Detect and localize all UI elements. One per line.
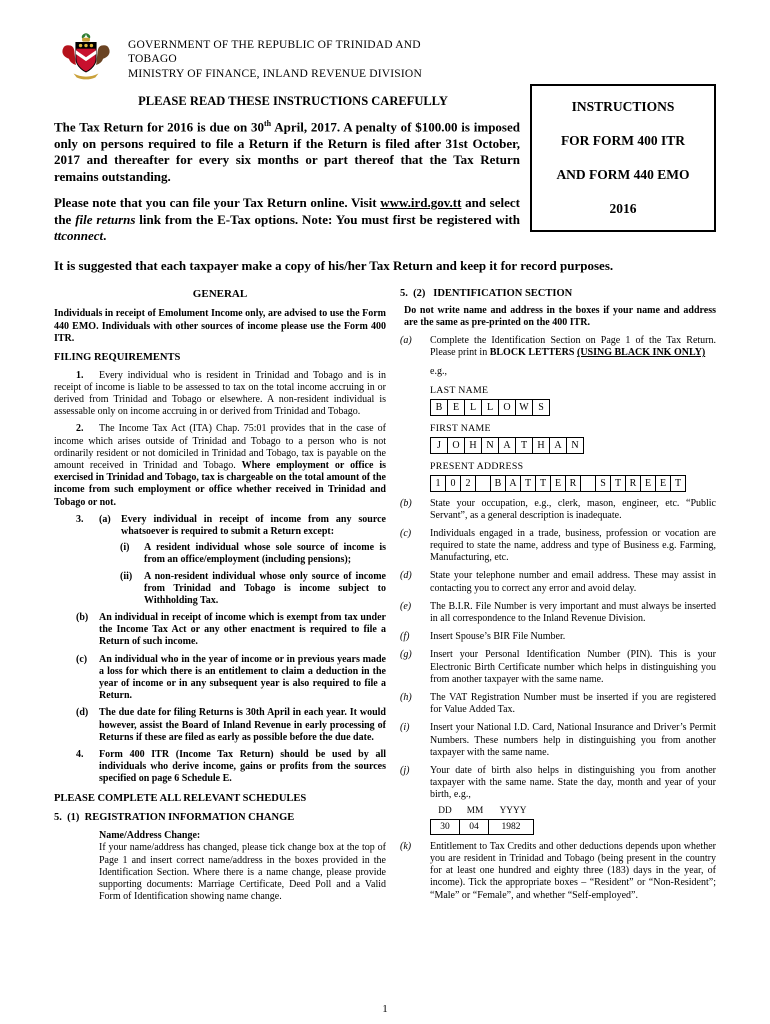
item-text: Form 400 ITR (Income Tax Return) should be used by all individuals who derive income, gains or profits from the sources specified on page 6 Schedule E. xyxy=(99,748,386,785)
item-marker: (ii) xyxy=(120,570,133,582)
item-text: The VAT Registration Number must be inserted if you are registered for Value Added Tax. xyxy=(430,691,716,716)
item-marker: (d) xyxy=(400,570,412,582)
dob-label: DD xyxy=(438,806,452,817)
item-marker: (c) xyxy=(400,527,412,539)
item-text: Your date of birth also helps in distinguishing you from another taxpayer with the same name. State the day, month and year of your birth, e.g., xyxy=(430,764,716,801)
p2-text-b: and select the xyxy=(54,195,520,227)
name-change-paragraph: If your name/address has changed, please tick change box at the top of Page 1 and insert correct name/address in the boxes provided in the Identification Section. Where there is a name change, please provide supporting documents: Marriage Certificate, Deed Poll and a Valid Form of Identification showing name change. xyxy=(99,842,386,903)
item-number: 4. xyxy=(76,748,84,760)
first-name-letter-boxes xyxy=(430,437,716,454)
item-text: Insert your Personal Identification Number (PIN). This is your Electronic Birth Certificate number which helps in distinguishing you from another taxpayer with the same name. xyxy=(430,649,716,685)
gov-line-2: MINISTRY OF FINANCE, INLAND REVENUE DIVISION xyxy=(128,67,422,80)
item-text: Complete the Identification Section on Page 1 of the Tax Return. Please print in xyxy=(430,335,716,359)
keep-copy-paragraph: It is suggested that each taxpayer make a copy of his/her Tax Return and keep it for record purposes. xyxy=(54,257,614,273)
dob-label: MM xyxy=(466,806,484,817)
item-text: A resident individual whose sole source of income is from an office/employment (including pensions); xyxy=(144,542,386,566)
item-marker: (d) xyxy=(76,707,89,719)
general-intro-paragraph: Individuals in receipt of Emolument Income only, are advised to use the Form 440 EMO. Individuals with other sources of income please use the Form 400 ITR. xyxy=(54,308,386,344)
letter-box: R xyxy=(565,475,581,492)
item-marker: (k) xyxy=(400,840,412,852)
letter-box: S xyxy=(532,399,550,416)
p1-superscript: th xyxy=(264,119,272,129)
file-returns-italic: file returns xyxy=(75,211,136,227)
name-change-subheading: Name/Address Change: xyxy=(99,830,201,842)
letter-box: S xyxy=(595,475,611,492)
item-marker: (e) xyxy=(400,600,412,612)
letter-box: W xyxy=(515,399,533,416)
id-item-k xyxy=(400,841,716,902)
filing-item-4 xyxy=(54,749,386,786)
item-text: Every individual in receipt of income from any source whatsoever is required to submit a Return except: xyxy=(121,513,386,537)
filing-requirements-heading: FILING REQUIREMENTS xyxy=(54,351,181,363)
letter-box: O xyxy=(498,399,516,416)
p2-text-d: . xyxy=(103,228,107,244)
filing-item-3d xyxy=(54,707,386,744)
id-item-f xyxy=(400,631,716,643)
coat-of-arms-icon xyxy=(58,30,114,91)
item-text: An individual who in the year of income or in previous years made a loss for which there is an entitlement to claim a deduction in the year of income or in any subsequent year is also required to file a Return. xyxy=(99,653,386,702)
id-item-d xyxy=(400,570,716,594)
dob-values-row xyxy=(430,819,716,835)
p1-text-b: April, 2017. A penalty of $100.00 is imposed only on persons required to file a Return if the Return is filed after 31st October, 2017 and thereafter for every six months or part thereof that the Tax Return remains outstanding. xyxy=(54,119,520,184)
item-marker: (b) xyxy=(400,497,412,509)
item-text: State your telephone number and email address. These may assist in contacting you to correct any error and avoid delay. xyxy=(430,570,716,594)
filing-item-3a-i xyxy=(54,542,386,566)
item-text: The Income Tax Act (ITA) Chap. 75:01 provides that in the case of income which arises outside of Trinidad and Tobago to a person who is not ordinarily resident or not domiciled in Trinidad and Tobago, tax is payable on the amount received in Trinidad and Tobago. xyxy=(54,423,386,472)
letter-box: E xyxy=(655,475,671,492)
item-text: A non-resident individual whose only source of income from Trinidad and Tobago is income subject to Withholding Tax. xyxy=(144,570,386,606)
ird-website-link[interactable]: www.ird.gov.tt xyxy=(380,195,462,211)
letter-box: T xyxy=(610,475,626,492)
instructions-title-box xyxy=(530,84,716,232)
item-marker: (a) xyxy=(400,335,412,347)
letter-box: J xyxy=(430,437,448,454)
id-item-h xyxy=(400,692,716,716)
gov-line-1: GOVERNMENT OF THE REPUBLIC OF TRINIDAD AND TOBAGO xyxy=(128,39,421,66)
p2-text-c: link from the E-Tax options. Note: You must first be registered with xyxy=(135,211,520,227)
letter-box: E xyxy=(550,475,566,492)
item-number: 3. xyxy=(76,513,84,525)
box-line-3: AND FORM 440 EMO xyxy=(556,167,690,182)
item-marker: (f) xyxy=(400,631,410,643)
dob-value-box: 04 xyxy=(459,819,489,835)
dob-value-box: 1982 xyxy=(488,819,534,835)
right-column xyxy=(400,288,716,903)
letter-box: T xyxy=(535,475,551,492)
item-marker: (b) xyxy=(76,612,89,624)
letter-box: 2 xyxy=(460,475,476,492)
item-marker: (j) xyxy=(400,764,410,776)
item-text: Insert Spouse’s BIR File Number. xyxy=(430,631,566,643)
name-address-change-block xyxy=(99,830,386,903)
letter-box: B xyxy=(490,475,506,492)
letter-box xyxy=(580,475,596,492)
read-carefully-heading: PLEASE READ THESE INSTRUCTIONS CAREFULLY xyxy=(138,94,448,109)
filing-item-3c xyxy=(54,654,386,703)
letter-box: E xyxy=(447,399,465,416)
item-text: The due date for filing Returns is 30th April in each year. It would however, assist the Board of Inland Revenue in early processing of Returns if these are filed as early as possible before the due date. xyxy=(99,707,386,743)
box-line-2: FOR FORM 400 ITR xyxy=(560,133,686,148)
date-of-birth-example xyxy=(430,806,716,834)
p2-text-a: Please note that you can file your Tax Return online. Visit xyxy=(54,195,381,211)
letter-box: O xyxy=(447,437,465,454)
id-item-j xyxy=(400,765,716,802)
item-text: The B.I.R. File Number is very important and must always be inserted in all correspondence to the Inland Revenue Division. xyxy=(430,600,716,624)
black-ink-underline: (USING BLACK INK ONLY) xyxy=(576,347,706,359)
letter-box: T xyxy=(520,475,536,492)
dob-label: YYYY xyxy=(499,806,527,817)
letter-box: A xyxy=(498,437,516,454)
letter-box: T xyxy=(515,437,533,454)
item-marker: (i) xyxy=(120,542,130,554)
address-letter-boxes xyxy=(430,475,716,492)
id-item-e xyxy=(400,601,716,625)
item-number: 2. xyxy=(76,423,84,435)
letter-box: E xyxy=(640,475,656,492)
filing-item-2 xyxy=(54,423,386,508)
online-filing-paragraph xyxy=(54,195,520,245)
id-item-g xyxy=(400,649,716,686)
letter-box: 1 xyxy=(430,475,446,492)
id-item-b xyxy=(400,498,716,522)
filing-item-3a xyxy=(54,514,386,538)
page-number: 1 xyxy=(382,1003,388,1015)
letter-box: A xyxy=(549,437,567,454)
filing-item-3a-ii xyxy=(54,571,386,608)
letter-box: L xyxy=(481,399,499,416)
id-item-a xyxy=(400,335,716,359)
item-text: Every individual who is resident in Trinidad and Tobago and is in receipt of income is liable to be assessed to tax on the total income accruing in or derived from Trinidad and Tobago or elsewhere. A non-resident individual is assessable only on income accruing in or derived from Trinidad and Tobago. xyxy=(54,369,386,418)
item-marker: (i) xyxy=(400,722,410,734)
general-heading: GENERAL xyxy=(192,287,248,300)
letter-box: T xyxy=(670,475,686,492)
filing-item-3b xyxy=(54,612,386,649)
item-text: Individuals engaged in a trade, business, profession or vocation are required to state the name, address and type of Business e.g. Farming, Manufacturing, etc. xyxy=(430,527,716,564)
ttconnect-italic: ttconnect xyxy=(54,228,104,244)
identification-note: Do not write name and address in the boxes if your name and address are the same as pre-printed on the 400 ITR. xyxy=(404,304,716,328)
dob-labels-row xyxy=(430,806,716,817)
item-marker: (c) xyxy=(76,653,88,665)
box-line-4: 2016 xyxy=(609,201,637,216)
id-item-c xyxy=(400,528,716,565)
dob-value-box: 30 xyxy=(430,819,460,835)
left-column xyxy=(54,288,386,903)
item-number: 1. xyxy=(76,369,84,381)
last-name-label: LAST NAME xyxy=(430,384,489,396)
identification-heading: 5. (2) IDENTIFICATION SECTION xyxy=(400,287,573,299)
letter-box: A xyxy=(505,475,521,492)
letter-box: N xyxy=(481,437,499,454)
block-letters-bold: BLOCK LETTERS xyxy=(489,347,577,359)
item-text: State your occupation, e.g., clerk, mason, engineer, etc. “Public Servant”, as a general description is inadequate. xyxy=(430,497,716,521)
letter-box: 0 xyxy=(445,475,461,492)
letter-box: H xyxy=(532,437,550,454)
filing-item-1 xyxy=(54,370,386,419)
first-name-label: FIRST NAME xyxy=(430,422,491,434)
present-address-label: PRESENT ADDRESS xyxy=(430,460,524,472)
gov-title-block xyxy=(128,30,458,109)
item-text-bold: Where employment or office is exercised in Trinidad and Tobago, tax is chargeable on the total amount of the income from such employment or office whether received in Trinidad and Tobago or not. xyxy=(54,460,386,508)
two-column-body xyxy=(54,288,716,903)
item-text: Entitlement to Tax Credits and other deductions depends upon whether you are resident in Trinidad and Tobago (being present in the country for at least one hundred and eighty three (183) days in the year, of income). Tick the appropriate boxes – “Resident” or “Non-Resident”; “Male” or “Female”, and whether “Self-employed”. xyxy=(430,840,716,901)
eg-label: e.g., xyxy=(430,365,447,377)
letter-box: H xyxy=(464,437,482,454)
item-text: An individual in receipt of income which is exempt from tax under the Income Tax Act or any other enactment is required to file a Return of such income. xyxy=(99,612,386,648)
p1-text-a: The Tax Return for 2016 is due on 30 xyxy=(54,119,264,135)
letter-box: B xyxy=(430,399,448,416)
item-marker: (h) xyxy=(400,691,412,703)
letter-box xyxy=(475,475,491,492)
complete-schedules-note: PLEASE COMPLETE ALL RELEVANT SCHEDULES xyxy=(54,792,307,804)
intro-section xyxy=(54,119,520,245)
registration-change-heading: 5. (1) REGISTRATION INFORMATION CHANGE xyxy=(54,812,295,824)
id-item-i xyxy=(400,722,716,759)
letter-box: N xyxy=(566,437,584,454)
item-marker: (a) xyxy=(99,513,111,525)
letter-box: R xyxy=(625,475,641,492)
coat-of-arms-svg xyxy=(58,30,114,86)
last-name-letter-boxes xyxy=(430,399,716,416)
item-text: Insert your National I.D. Card, National Insurance and Driver’s Permit Numbers. These numbers help in distinguishing you from another taxpayer with the same name. xyxy=(430,722,716,758)
item-marker: (g) xyxy=(400,649,412,661)
due-date-paragraph xyxy=(54,119,520,185)
letter-box: L xyxy=(464,399,482,416)
box-line-1: INSTRUCTIONS xyxy=(571,99,675,114)
